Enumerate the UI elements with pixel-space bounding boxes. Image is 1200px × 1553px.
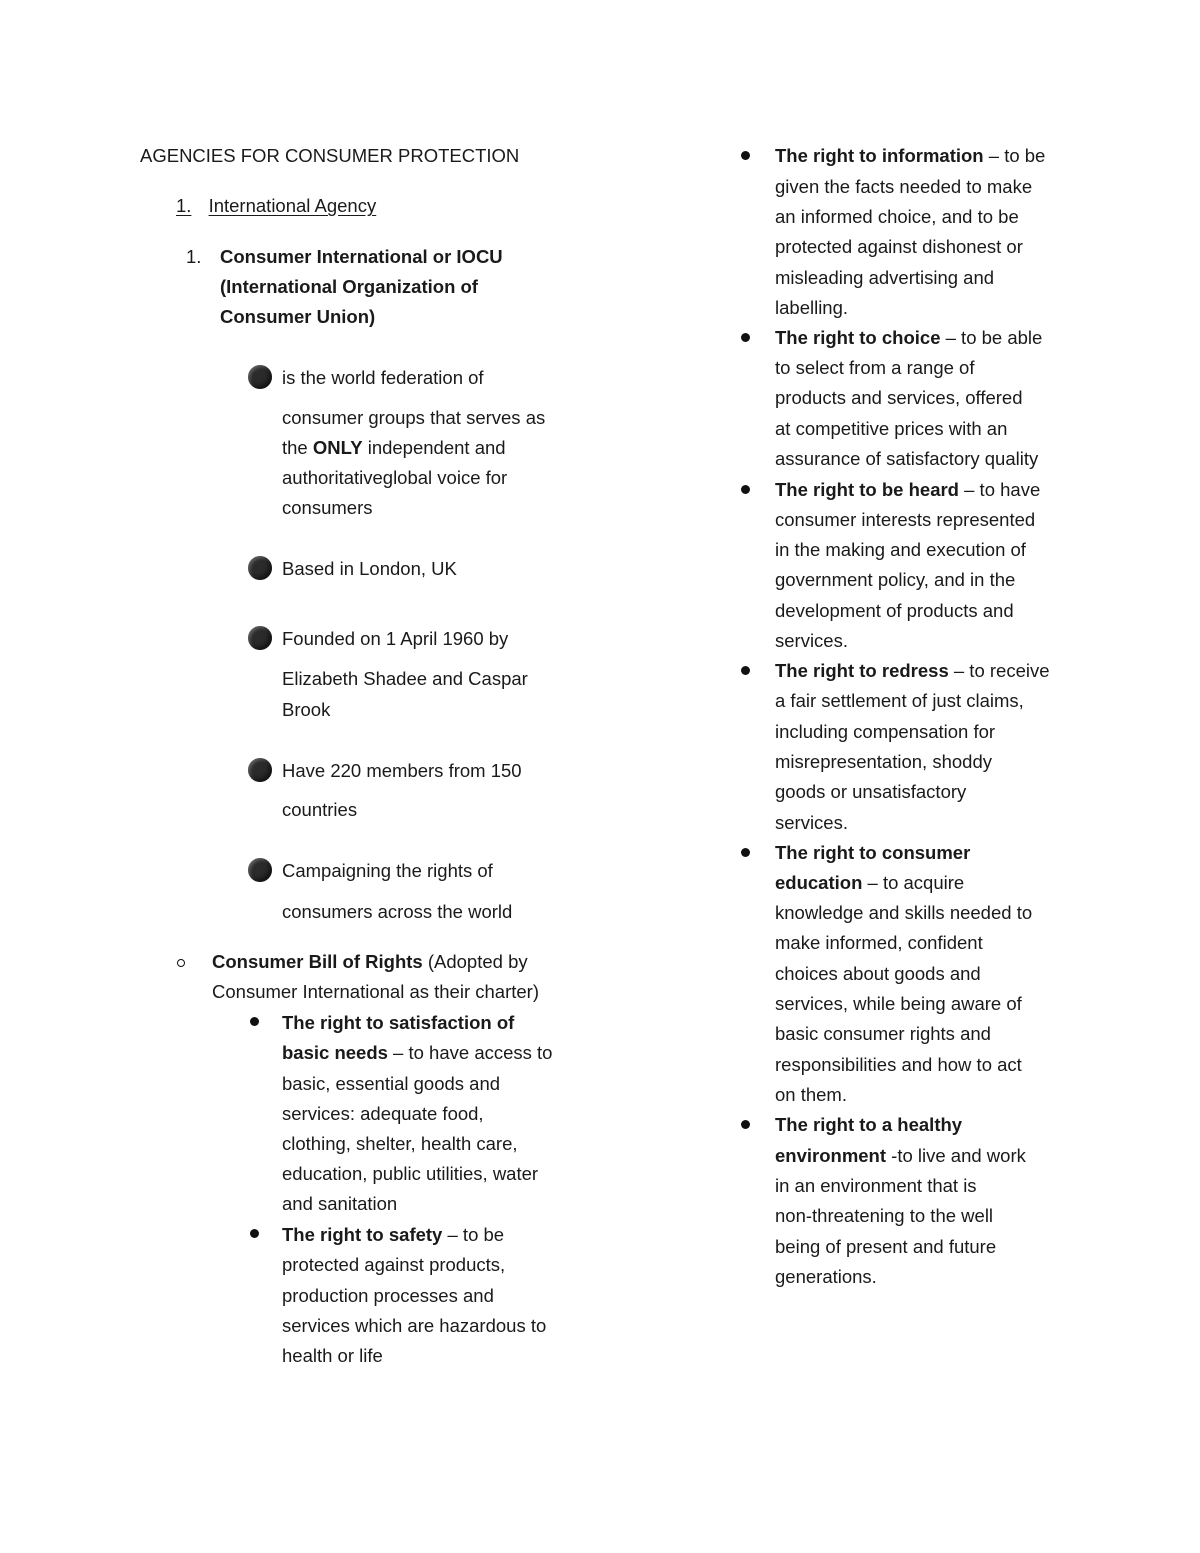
right-needs-line4: services: adequate food, [282,1103,484,1124]
right-needs-line6: education, public utilities, water [282,1163,539,1184]
bullet-icon [741,1120,750,1129]
right-education-line1: The right to consumer [775,842,971,863]
fact-5-line2: consumers across the world [282,901,513,922]
fact-3-line3: Brook [282,699,331,720]
fact-3-line1: Founded on 1 April 1960 by [282,628,509,649]
right-heard-line5: development of products and [775,600,1014,621]
agency-name-line3: Consumer Union) [220,306,376,327]
right-heard-line6: services. [775,630,848,651]
bullet-icon [248,758,272,782]
bill-line2: Consumer International as their charter) [212,981,539,1002]
right-needs-line3: basic, essential goods and [282,1073,501,1094]
right-needs-line7: and sanitation [282,1193,398,1214]
right-redress-line5: goods or unsatisfactory [775,781,967,802]
right-info-line6: labelling. [775,297,849,318]
right-environment-line1: The right to a healthy [775,1114,963,1135]
bill-line1: Consumer Bill of Rights (Adopted by [212,951,528,972]
right-education-line3: knowledge and skills needed to [775,902,1033,923]
right-heard-line1: The right to be heard – to have [775,479,1041,500]
right-redress-line3: including compensation for [775,721,996,742]
bullet-icon [248,556,272,580]
fact-1-line3: the ONLY independent and [282,437,506,458]
right-environment-line4: non-threatening to the well [775,1205,994,1226]
right-choice-line1: The right to choice – to be able [775,327,1043,348]
right-redress-line6: services. [775,812,848,833]
agency-number: 1. [186,246,202,267]
bullet-icon [248,626,272,650]
bullet-icon [741,151,750,160]
bullet-icon [248,365,272,389]
page-title: AGENCIES FOR CONSUMER PROTECTION [140,145,520,166]
right-info-line1: The right to information – to be [775,145,1046,166]
circle-bullet-icon [177,959,185,967]
right-safety-line2: protected against products, [282,1254,506,1275]
right-heard-line4: government policy, and in the [775,569,1016,590]
right-info-line2: given the facts needed to make [775,176,1033,197]
section-label: International Agency [208,195,377,216]
fact-4-line1: Have 220 members from 150 [282,760,522,781]
section-number: 1. [176,195,192,216]
right-choice-line2: to select from a range of [775,357,975,378]
fact-1-line5: consumers [282,497,373,518]
right-education-line4: make informed, confident [775,932,983,953]
fact-2-line1: Based in London, UK [282,558,457,579]
bullet-icon [741,485,750,494]
right-info-line4: protected against dishonest or [775,236,1023,257]
fact-1-line1: is the world federation of [282,367,484,388]
right-education-line6: services, while being aware of [775,993,1022,1014]
right-safety-line1: The right to safety – to be [282,1224,505,1245]
fact-1-line2: consumer groups that serves as [282,407,546,428]
right-needs-line2: basic needs – to have access to [282,1042,553,1063]
bullet-icon [741,848,750,857]
bullet-icon [250,1017,259,1026]
right-environment-line6: generations. [775,1266,877,1287]
right-safety-line4: services which are hazardous to [282,1315,547,1336]
section-heading [176,194,376,218]
fact-5-line1: Campaigning the rights of [282,860,493,881]
right-choice-line4: at competitive prices with an [775,418,1008,439]
right-safety-line3: production processes and [282,1285,494,1306]
right-safety-line5: health or life [282,1345,383,1366]
bullet-icon [741,666,750,675]
right-redress-line1: The right to redress – to receive [775,660,1050,681]
bullet-icon [250,1229,259,1238]
right-education-line9: on them. [775,1084,847,1105]
right-choice-line5: assurance of satisfactory quality [775,448,1039,469]
right-environment-line2: environment -to live and work [775,1145,1026,1166]
right-education-line5: choices about goods and [775,963,981,984]
right-environment-line3: in an environment that is [775,1175,977,1196]
right-education-line8: responsibilities and how to act [775,1054,1022,1075]
right-heard-line3: in the making and execution of [775,539,1026,560]
right-needs-line5: clothing, shelter, health care, [282,1133,518,1154]
right-environment-line5: being of present and future [775,1236,997,1257]
fact-3-line2: Elizabeth Shadee and Caspar [282,668,528,689]
right-redress-line2: a fair settlement of just claims, [775,690,1024,711]
agency-name-line1: Consumer International or IOCU [220,246,503,267]
right-needs-line1: The right to satisfaction of [282,1012,515,1033]
agency-name-line2: (International Organization of [220,276,478,297]
right-info-line5: misleading advertising and [775,267,995,288]
bullet-icon [248,858,272,882]
right-redress-line4: misrepresentation, shoddy [775,751,992,772]
right-choice-line3: products and services, offered [775,387,1023,408]
right-education-line7: basic consumer rights and [775,1023,991,1044]
right-info-line3: an informed choice, and to be [775,206,1019,227]
right-education-line2: education – to acquire [775,872,965,893]
right-heard-line2: consumer interests represented [775,509,1036,530]
bullet-icon [741,333,750,342]
fact-1-line4: authoritativeglobal voice for [282,467,508,488]
fact-4-line2: countries [282,799,358,820]
